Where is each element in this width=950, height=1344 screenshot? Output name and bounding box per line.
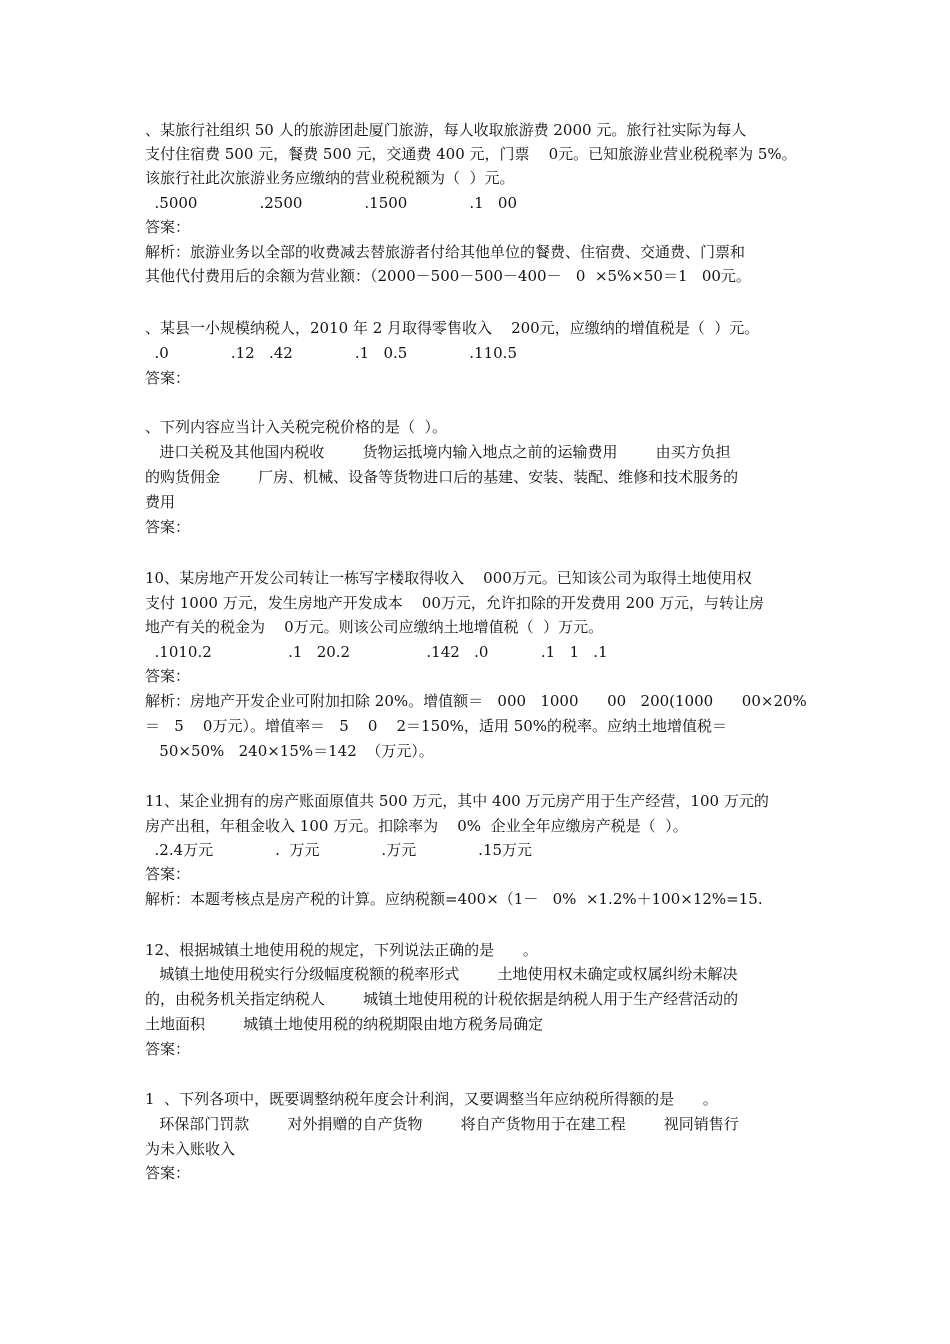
q-customs-options-1: 进口关税及其他国内税收 货物运抵境内输入地点之前的运输费用 由买方负担 — [145, 443, 731, 461]
q10-options: .1010.2 .1 20.2 .142 .0 .1 1 .1 — [145, 643, 608, 661]
q-travel-line-2: 支付住宿费 500 元，餐费 500 元，交通费 400 元，门票 0元。已知旅游业营业税税率为 5%。 — [145, 145, 797, 163]
answer-label: 答案： — [145, 865, 191, 883]
q10-line-2: 支付 1000 万元，发生房地产开发成本 00万元，允许扣除的开发费用 200 万元，与转让房 — [145, 594, 765, 612]
q10-analysis-line-1: 解析：房地产开发企业可附加扣除 20%。增值额＝ 000 1000 00 200(1000 00×20% — [145, 692, 807, 710]
q11-line-1: 11、某企业拥有的房产账面原值共 500 万元，其中 400 万元房产用于生产经营，100 万元的 — [145, 792, 769, 810]
q-customs-options-2: 的购货佣金 厂房、机械、设备等货物进口后的基建、安装、装配、维修和技术服务的 — [145, 468, 739, 486]
q-travel-line-1: 、某旅行社组织 50 人的旅游团赴厦门旅游，每人收取旅游费 2000 元。旅行社实际为每人 — [145, 121, 747, 139]
q-travel-line-3: 该旅行社此次旅游业务应缴纳的营业税税额为（ ）元。 — [145, 169, 515, 187]
answer-label: 答案： — [145, 518, 191, 536]
answer-label: 答案： — [145, 369, 191, 387]
q11-options: .2.4万元 . 万元 .万元 .15万元 — [145, 841, 533, 859]
q12-line-1: 12、根据城镇土地使用税的规定，下列说法正确的是 。 — [145, 941, 538, 959]
q13-options-1: 环保部门罚款 对外捐赠的自产货物 将自产货物用于在建工程 视同销售行 — [145, 1115, 739, 1133]
q10-analysis-line-2: ＝ 5 0万元）。增值率＝ 5 0 2＝150%，适用 50%的税率。应纳土地增值税＝ — [145, 717, 728, 735]
q11-line-2: 房产出租，年租金收入 100 万元。扣除率为 0% 企业全年应缴房产税是（ ）。 — [145, 817, 688, 835]
q-vat-options: .0 .12 .42 .1 0.5 .110.5 — [145, 344, 517, 362]
q-customs-options-3: 费用 — [145, 493, 176, 511]
analysis-line-1: 解析：旅游业务以全部的收费减去替旅游者付给其他单位的餐费、住宿费、交通费、门票和 — [145, 243, 746, 261]
q12-options-2: 的，由税务机关指定纳税人 城镇土地使用税的计税依据是纳税人用于生产经营活动的 — [145, 990, 739, 1008]
q12-options-1: 城镇土地使用税实行分级幅度税额的税率形式 土地使用权未确定或权属纠纷未解决 — [145, 965, 738, 983]
q10-line-3: 地产有关的税金为 0万元。则该公司应缴纳土地增值税（ ）万元。 — [145, 618, 604, 636]
q13-line-1: 1 、下列各项中，既要调整纳税年度会计利润，又要调整当年应纳税所得额的是 。 — [145, 1090, 718, 1108]
q-vat-line-1: 、某县一小规模纳税人，2010 年 2 月取得零售收入 200元，应缴纳的增值税是（ ）元。 — [145, 319, 760, 337]
analysis-line-2: 其他代付费用后的余额为营业额：（2000－500－500－400－ 0 ×5%×50＝1 00元。 — [145, 267, 751, 285]
q11-analysis: 解析：本题考核点是房产税的计算。应纳税额=400×（1－ 0% ×1.2%＋100×12%=15. — [145, 890, 763, 908]
answer-label: 答案： — [145, 1040, 191, 1058]
q12-options-3: 土地面积 城镇土地使用税的纳税期限由地方税务局确定 — [145, 1015, 544, 1033]
answer-label: 答案： — [145, 667, 191, 685]
q10-analysis-line-3: 50×50% 240×15%＝142 （万元）。 — [145, 742, 434, 760]
q10-line-1: 10、某房地产开发公司转让一栋写字楼取得收入 000万元。已知该公司为取得土地使用权 — [145, 569, 752, 587]
answer-label: 答案： — [145, 1164, 191, 1182]
q-travel-options: .5000 .2500 .1500 .1 00 — [145, 194, 518, 212]
q-customs-line-1: 、下列内容应当计入关税完税价格的是（ ）。 — [145, 418, 448, 436]
q13-options-2: 为未入账收入 — [145, 1140, 236, 1158]
answer-label: 答案： — [145, 218, 191, 236]
